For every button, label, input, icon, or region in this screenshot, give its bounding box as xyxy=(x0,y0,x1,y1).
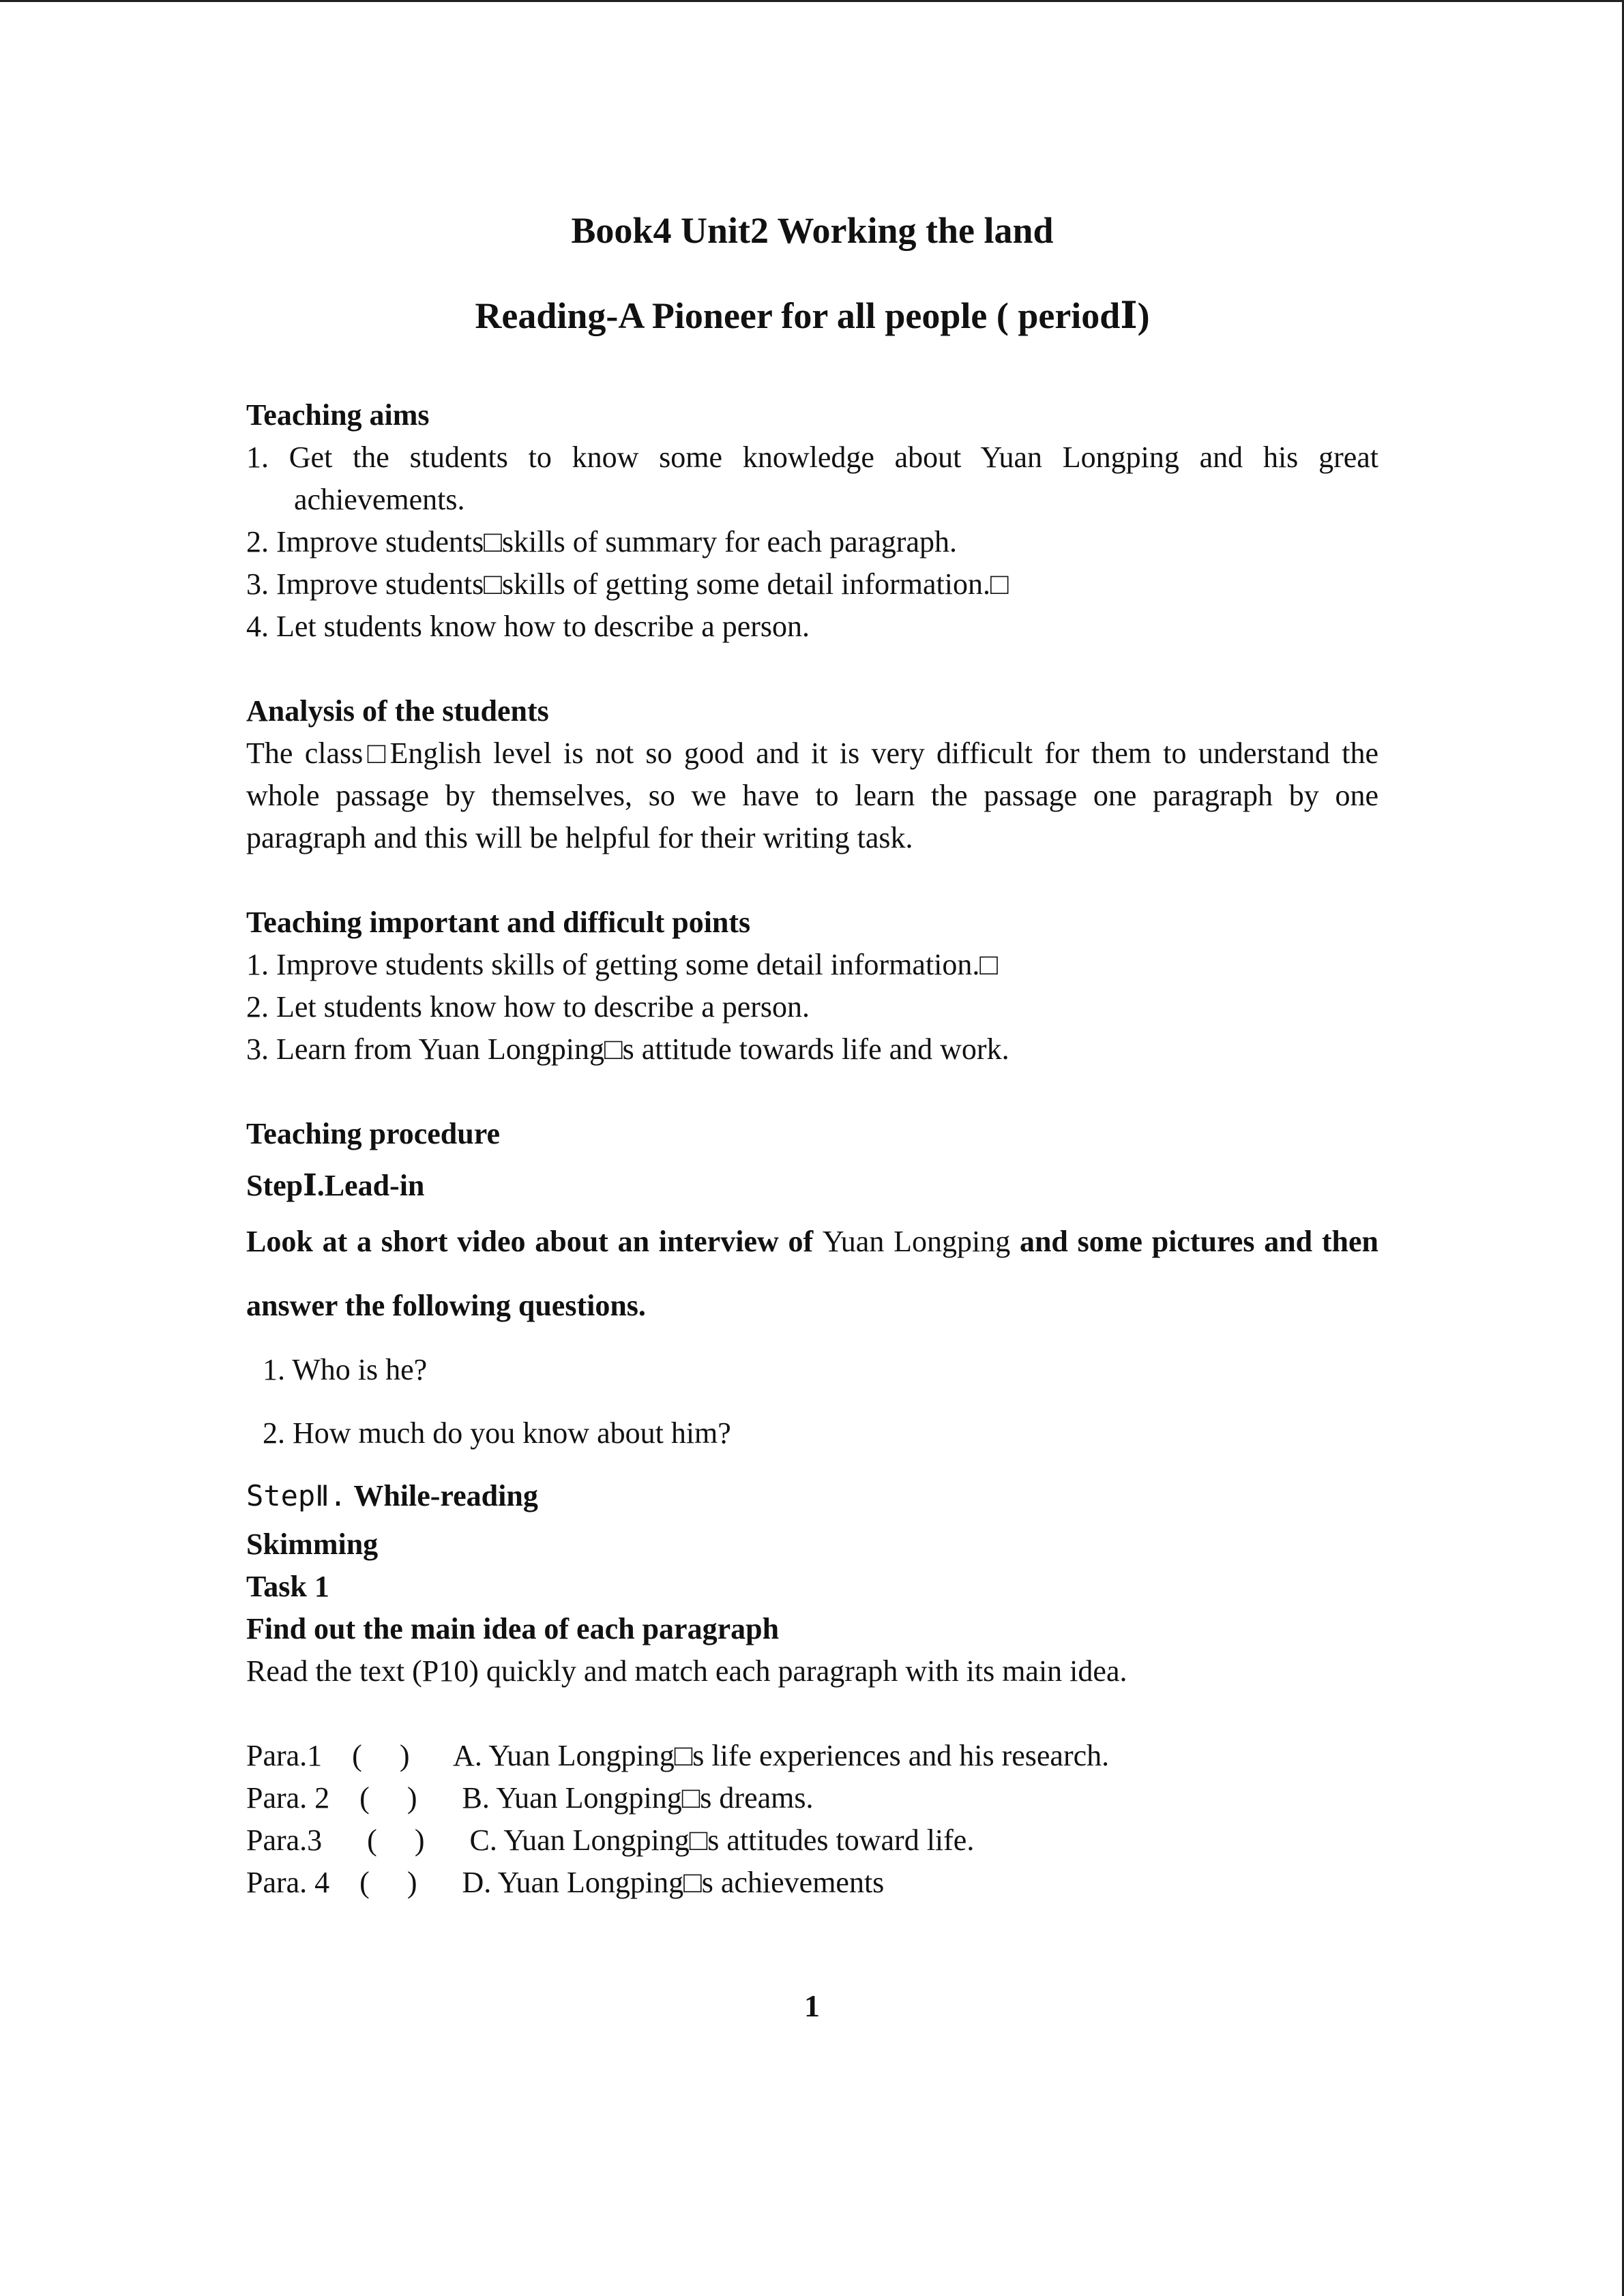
document-subtitle: Reading-A Pioneer for all people ( periodⅠ) xyxy=(475,295,1150,336)
person-name: Yuan Longping xyxy=(822,1225,1011,1258)
section-teaching-aims xyxy=(246,394,1378,648)
question-item: 1. Who is he? xyxy=(263,1353,428,1386)
section-heading: Teaching aims xyxy=(246,398,430,432)
section-key-points xyxy=(246,901,1378,1071)
section-analysis xyxy=(246,690,1378,859)
section-teaching-procedure xyxy=(246,1113,1378,1904)
step-2-label: StepⅡ. xyxy=(246,1479,347,1512)
step-1-heading: StepⅠ.Lead-in xyxy=(246,1169,425,1202)
question-item: 2. How much do you know about him? xyxy=(263,1416,731,1450)
list-item: 2. Improve students□skills of summary for each paragraph. xyxy=(246,525,957,558)
step-2-title: While-reading xyxy=(346,1479,538,1512)
task-instruction: Read the text (P10) quickly and match each paragraph with its main idea. xyxy=(246,1654,1127,1688)
document-title: Book4 Unit2 Working the land xyxy=(571,210,1054,251)
section-heading: Analysis of the students xyxy=(246,694,549,728)
list-item: 3. Learn from Yuan Longping□s attitude towards life and work. xyxy=(246,1032,1009,1066)
lead-in-instruction xyxy=(246,1210,1378,1338)
document-content xyxy=(246,207,1378,1904)
list-item: 1. Get the students to know some knowledge about Yuan Longping and his great achievements. xyxy=(246,441,1378,516)
instruction-text: Look at a short video about an interview of xyxy=(246,1225,823,1258)
match-row: Para. 2 ( ) B. Yuan Longping□s dreams. xyxy=(246,1781,814,1815)
paragraph: The class□English level is not so good and it is very difficult for them to understand the whole passage by themselves, so we have to learn the passage one paragraph by one paragraph and this will be helpful for their writing task. xyxy=(246,736,1378,854)
step-2-heading xyxy=(246,1469,1378,1523)
list-item: 3. Improve students□skills of getting some detail information.□ xyxy=(246,567,1009,601)
page-number: 1 xyxy=(804,1988,820,2023)
task-title: Find out the main idea of each paragraph xyxy=(246,1612,780,1645)
section-heading: Teaching important and difficult points xyxy=(246,906,751,939)
task-heading: Task 1 xyxy=(246,1570,329,1603)
instruction-text: and some pictures and then answer the following questions. xyxy=(246,1225,1379,1322)
list-item: 1. Improve students skills of getting some detail information.□ xyxy=(246,948,998,981)
match-row: Para.1 ( ) A. Yuan Longping□s life experiences and his research. xyxy=(246,1739,1110,1772)
match-row: Para.3 ( ) C. Yuan Longping□s attitudes toward life. xyxy=(246,1823,975,1857)
list-item: 4. Let students know how to describe a person. xyxy=(246,610,810,643)
section-heading: Teaching procedure xyxy=(246,1117,501,1150)
skimming-heading: Skimming xyxy=(246,1527,379,1561)
match-row: Para. 4 ( ) D. Yuan Longping□s achievements xyxy=(246,1866,885,1899)
list-item: 2. Let students know how to describe a person. xyxy=(246,990,810,1024)
